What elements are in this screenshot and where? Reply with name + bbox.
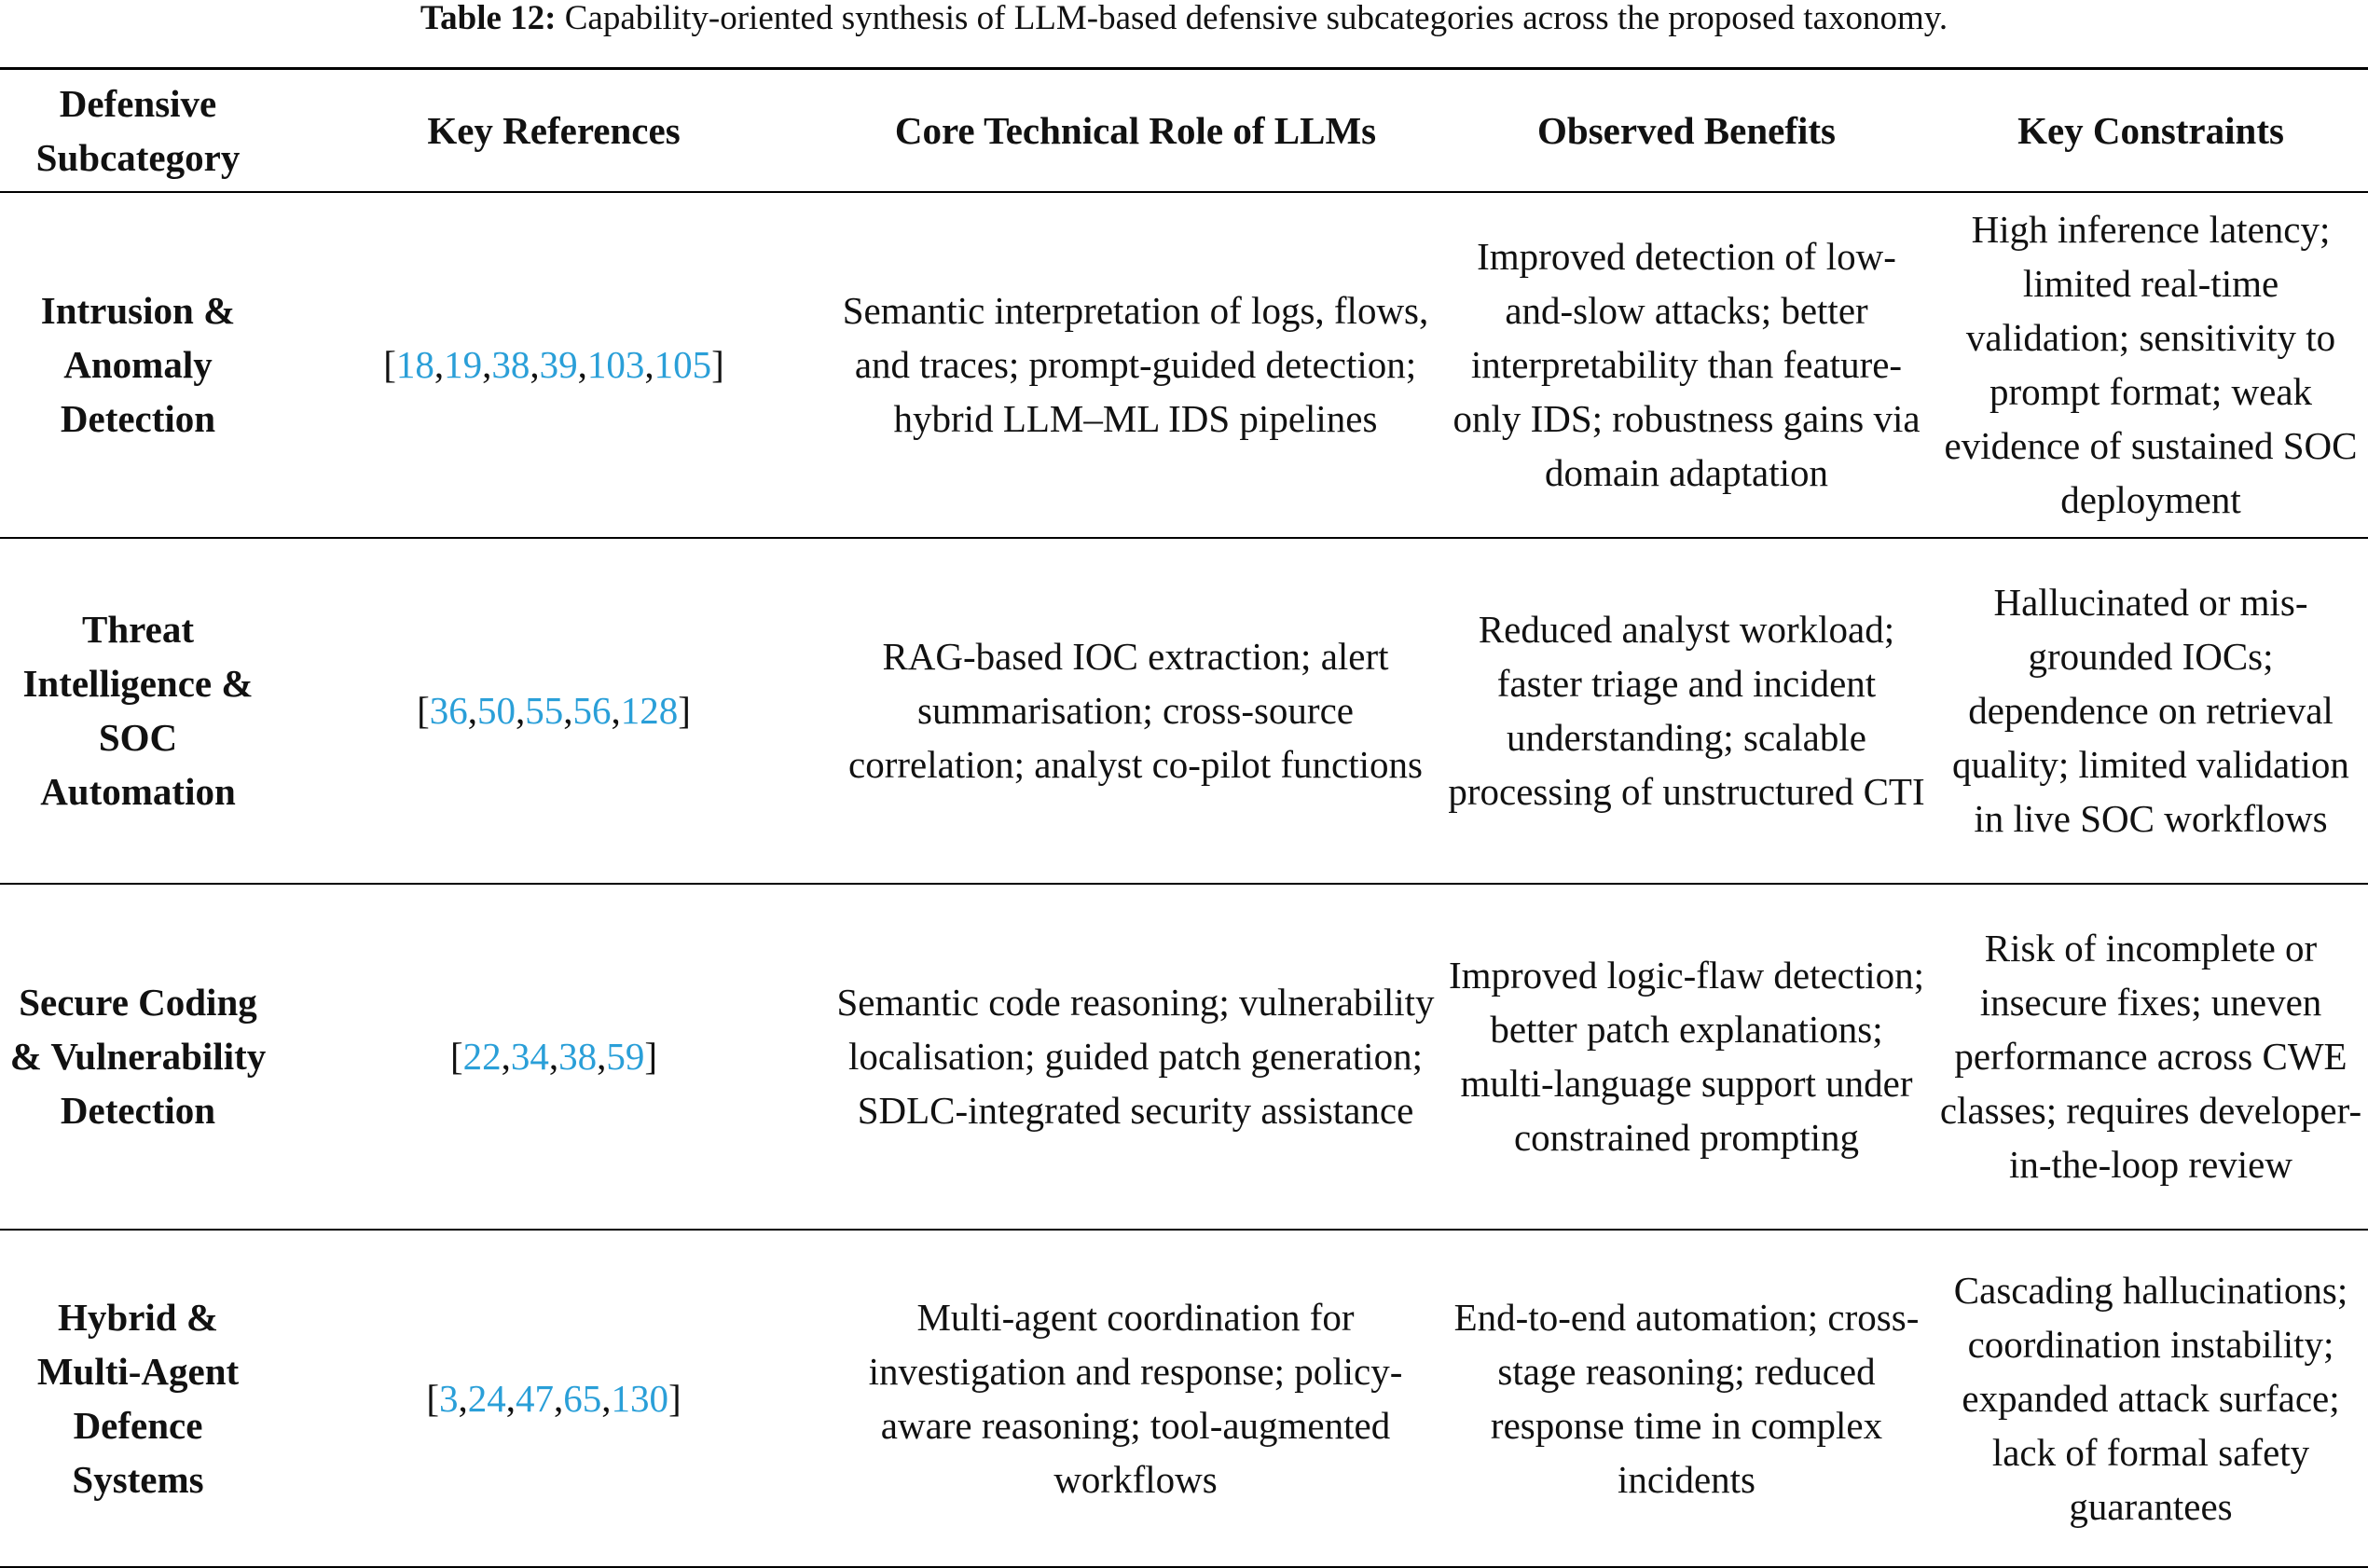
reference-separator: ,	[597, 1035, 607, 1078]
subcategory-cell: Hybrid & Multi-Agent Defence Systems	[36, 1295, 240, 1501]
constraints-cell: Hallucinated or mis-grounded IOCs; dependence on retrieval quality; limited validation in live SOC workflows	[1952, 581, 2349, 840]
reference-link[interactable]: 18	[395, 343, 434, 386]
reference-separator: ,	[577, 343, 587, 386]
reference-link[interactable]: 22	[462, 1035, 502, 1078]
reference-separator: ,	[501, 1035, 511, 1078]
reference-separator: ,	[458, 1376, 468, 1420]
reference-link[interactable]: 38	[558, 1035, 598, 1078]
references-cell	[276, 192, 832, 538]
reference-link[interactable]: 36	[429, 689, 468, 732]
caption-text: Capability-oriented synthesis of LLM-based defensive subcategories across the proposed taxonomy.	[564, 0, 1948, 37]
subcategory-cell: Intrusion & Anomaly Detection	[40, 289, 236, 440]
reference-separator: ,	[434, 343, 445, 386]
reference-separator: ,	[467, 689, 477, 732]
bracket-open: [	[383, 343, 396, 386]
role-cell: RAG-based IOC extraction; alert summarisation; cross-source correlation; analyst co-pilot functions	[848, 635, 1423, 786]
benefits-cell: End-to-end automation; cross-stage reasoning; reduced response time in complex incidents	[1453, 1295, 1920, 1501]
table-row	[0, 192, 2368, 538]
reference-link[interactable]: 103	[586, 343, 645, 386]
bracket-close: ]	[668, 1376, 681, 1420]
reference-separator: ,	[505, 1376, 516, 1420]
references-cell	[276, 884, 832, 1230]
constraints-cell: Risk of incomplete or insecure fixes; uneven performance across CWE classes; requires developer-in-the-loop review	[1939, 927, 2362, 1186]
table-row	[0, 1230, 2368, 1567]
synthesis-table	[0, 67, 2368, 1568]
reference-link[interactable]: 130	[611, 1376, 668, 1420]
constraints-cell: Cascading hallucinations; coordination instability; expanded attack surface; lack of formal safety guarantees	[1953, 1268, 2348, 1528]
reference-link[interactable]: 50	[477, 689, 516, 732]
benefits-cell: Reduced analyst workload; faster triage and incident understanding; scalable processing of unstructured CTI	[1448, 608, 1925, 813]
reference-link[interactable]: 47	[516, 1376, 554, 1420]
reference-separator: ,	[563, 689, 573, 732]
reference-link[interactable]: 3	[439, 1376, 459, 1420]
caption-label: Table 12:	[420, 0, 557, 37]
header-defensive-subcategory: Defensive Subcategory	[35, 81, 241, 179]
reference-link[interactable]: 38	[491, 343, 530, 386]
header-key-constraints: Key Constraints	[2017, 108, 2284, 152]
benefits-cell: Improved detection of low-and-slow attacks; better interpretability than feature-only IDS; robustness gains via domain adaptation	[1452, 235, 1921, 494]
bracket-close: ]	[644, 1035, 658, 1078]
subcategory-cell: Threat Intelligence & SOC Automation	[22, 608, 254, 813]
bracket-close: ]	[711, 343, 724, 386]
reference-separator: ,	[644, 343, 654, 386]
table-row	[0, 538, 2368, 884]
reference-link[interactable]: 39	[539, 343, 578, 386]
reference-separator: ,	[601, 1376, 612, 1420]
reference-link[interactable]: 105	[654, 343, 712, 386]
header-key-references: Key References	[427, 108, 681, 152]
subcategory-cell: Secure Coding & Vulnerability Detection	[9, 981, 267, 1132]
benefits-cell: Improved logic-flaw detection; better patch explanations; multi-language support under constrained prompting	[1448, 954, 1925, 1159]
header-row	[0, 69, 2368, 192]
reference-link[interactable]: 24	[467, 1376, 506, 1420]
references-cell	[276, 538, 832, 884]
reference-link[interactable]: 56	[572, 689, 612, 732]
bracket-open: [	[426, 1376, 439, 1420]
reference-separator: ,	[548, 1035, 559, 1078]
constraints-cell: High inference latency; limited real-time validation; sensitivity to prompt format; weak evidence of sustained SOC deployment	[1944, 208, 2358, 521]
reference-separator: ,	[611, 689, 621, 732]
bracket-open: [	[449, 1035, 463, 1078]
reference-separator: ,	[554, 1376, 564, 1420]
reference-link[interactable]: 59	[606, 1035, 645, 1078]
reference-separator: ,	[516, 689, 526, 732]
role-cell: Multi-agent coordination for investigation and response; policy-aware reasoning; tool-augmented workflows	[868, 1295, 1403, 1501]
reference-link[interactable]: 19	[444, 343, 483, 386]
role-cell: Semantic interpretation of logs, flows, and traces; prompt-guided detection; hybrid LLM–ML IDS pipelines	[842, 289, 1429, 440]
reference-separator: ,	[482, 343, 492, 386]
reference-link[interactable]: 128	[620, 689, 679, 732]
table-caption	[0, 0, 2368, 47]
header-observed-benefits: Observed Benefits	[1537, 108, 1836, 152]
reference-separator: ,	[530, 343, 540, 386]
reference-link[interactable]: 34	[510, 1035, 549, 1078]
bracket-close: ]	[678, 689, 691, 732]
table-row	[0, 884, 2368, 1230]
reference-link[interactable]: 65	[563, 1376, 602, 1420]
bracket-open: [	[417, 689, 430, 732]
reference-link[interactable]: 55	[525, 689, 564, 732]
role-cell: Semantic code reasoning; vulnerability localisation; guided patch generation; SDLC-integrated security assistance	[836, 981, 1435, 1132]
references-cell	[276, 1230, 832, 1567]
header-core-technical-role: Core Technical Role of LLMs	[894, 108, 1377, 152]
